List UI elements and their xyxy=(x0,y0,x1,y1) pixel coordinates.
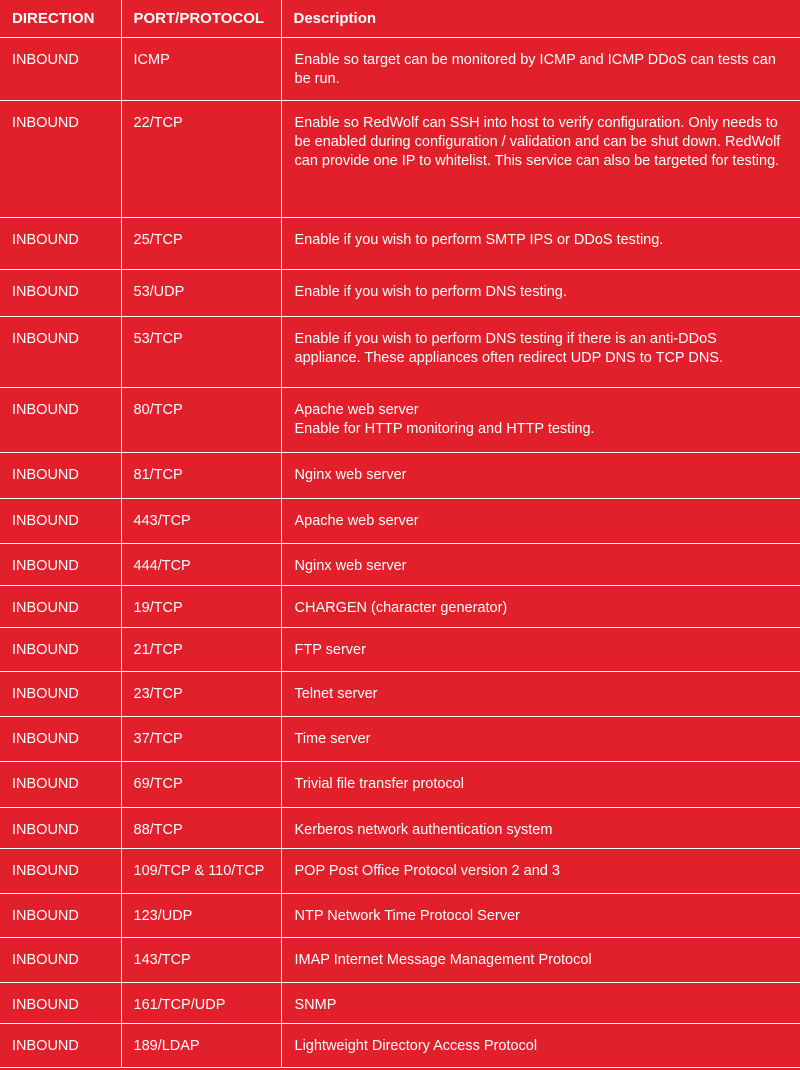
description-cell xyxy=(281,453,800,499)
description-cell xyxy=(281,849,800,894)
description-line: Time server xyxy=(294,731,371,747)
table-header xyxy=(0,0,800,38)
port-protocol-cell: 143/TCP xyxy=(121,938,281,983)
table-row xyxy=(0,101,800,218)
port-protocol-cell: 443/TCP xyxy=(121,499,281,544)
description-cell xyxy=(281,270,800,317)
description-line: CHARGEN (character generator) xyxy=(294,600,508,616)
port-protocol-cell: 23/TCP xyxy=(121,672,281,717)
table-row xyxy=(0,762,800,808)
description-line: Nginx web server xyxy=(294,558,407,574)
description-line: Kerberos network authentication system xyxy=(294,822,553,838)
table-row xyxy=(0,38,800,101)
table-row xyxy=(0,317,800,388)
description-line: NTP Network Time Protocol Server xyxy=(294,908,520,924)
header-row xyxy=(0,0,800,38)
description-cell xyxy=(281,544,800,586)
description-cell xyxy=(281,628,800,672)
port-protocol-cell: 80/TCP xyxy=(121,388,281,453)
description-cell xyxy=(281,388,800,453)
table-row xyxy=(0,270,800,317)
description-line: Nginx web server xyxy=(294,467,407,483)
table-row xyxy=(0,849,800,894)
description-line: SNMP xyxy=(294,997,337,1013)
table-row xyxy=(0,894,800,938)
direction-cell: INBOUND xyxy=(0,317,121,388)
direction-cell: INBOUND xyxy=(0,499,121,544)
port-protocol-cell: 123/UDP xyxy=(121,894,281,938)
table-row xyxy=(0,672,800,717)
description-cell xyxy=(281,218,800,270)
table-row xyxy=(0,1024,800,1068)
port-protocol-cell: 88/TCP xyxy=(121,808,281,849)
direction-cell: INBOUND xyxy=(0,938,121,983)
port-protocol-cell: 69/TCP xyxy=(121,762,281,808)
description-line: Lightweight Directory Access Protocol xyxy=(294,1038,538,1054)
table-row xyxy=(0,808,800,849)
description-line: POP Post Office Protocol version 2 and 3 xyxy=(294,863,560,879)
direction-cell: INBOUND xyxy=(0,101,121,218)
port-protocol-cell: 161/TCP/UDP xyxy=(121,983,281,1024)
table-row xyxy=(0,717,800,762)
description-line: Enable so RedWolf can SSH into host to verify configuration. Only needs to be enabled during configuration / validation and can be shut down. RedWolf can provide one IP to whitelist. This service can also be targeted for testing. xyxy=(294,115,781,169)
direction-cell: INBOUND xyxy=(0,38,121,101)
description-cell xyxy=(281,983,800,1024)
port-protocol-cell: 81/TCP xyxy=(121,453,281,499)
description-line: Apache web server xyxy=(294,402,419,418)
table-row xyxy=(0,586,800,628)
header-port-protocol: PORT/PROTOCOL xyxy=(121,0,281,38)
description-cell xyxy=(281,894,800,938)
description-cell xyxy=(281,672,800,717)
description-cell xyxy=(281,762,800,808)
description-line: Enable for HTTP monitoring and HTTP testing. xyxy=(294,421,595,437)
table-body xyxy=(0,38,800,1068)
table-row xyxy=(0,628,800,672)
description-cell xyxy=(281,1024,800,1068)
table-row xyxy=(0,388,800,453)
description-cell xyxy=(281,101,800,218)
direction-cell: INBOUND xyxy=(0,544,121,586)
description-cell xyxy=(281,808,800,849)
description-cell xyxy=(281,38,800,101)
port-protocol-cell: 19/TCP xyxy=(121,586,281,628)
direction-cell: INBOUND xyxy=(0,270,121,317)
description-line: FTP server xyxy=(294,642,366,658)
description-line: Enable so target can be monitored by ICMP and ICMP DDoS can tests can be run. xyxy=(294,52,776,87)
table-row xyxy=(0,544,800,586)
header-direction: DIRECTION xyxy=(0,0,121,38)
direction-cell: INBOUND xyxy=(0,453,121,499)
port-protocol-cell: 22/TCP xyxy=(121,101,281,218)
direction-cell: INBOUND xyxy=(0,808,121,849)
port-protocol-cell: ICMP xyxy=(121,38,281,101)
direction-cell: INBOUND xyxy=(0,586,121,628)
direction-cell: INBOUND xyxy=(0,388,121,453)
port-protocol-cell: 109/TCP & 110/TCP xyxy=(121,849,281,894)
description-cell xyxy=(281,499,800,544)
description-line: Enable if you wish to perform SMTP IPS or DDoS testing. xyxy=(294,232,664,248)
description-line: Apache web server xyxy=(294,513,419,529)
description-line: Enable if you wish to perform DNS testing. xyxy=(294,284,567,300)
direction-cell: INBOUND xyxy=(0,762,121,808)
direction-cell: INBOUND xyxy=(0,894,121,938)
port-protocol-cell: 25/TCP xyxy=(121,218,281,270)
direction-cell: INBOUND xyxy=(0,849,121,894)
description-line: IMAP Internet Message Management Protocol xyxy=(294,952,592,968)
port-protocol-cell: 444/TCP xyxy=(121,544,281,586)
description-line: Enable if you wish to perform DNS testing if there is an anti-DDoS appliance. These appliances often redirect UDP DNS to TCP DNS. xyxy=(294,331,724,366)
description-cell xyxy=(281,586,800,628)
table-row xyxy=(0,983,800,1024)
description-cell xyxy=(281,317,800,388)
direction-cell: INBOUND xyxy=(0,218,121,270)
description-line: Telnet server xyxy=(294,686,378,702)
direction-cell: INBOUND xyxy=(0,1024,121,1068)
table-row xyxy=(0,499,800,544)
port-protocol-cell: 37/TCP xyxy=(121,717,281,762)
description-cell xyxy=(281,717,800,762)
description-cell xyxy=(281,938,800,983)
header-description: Description xyxy=(281,0,800,38)
direction-cell: INBOUND xyxy=(0,983,121,1024)
port-protocol-cell: 53/UDP xyxy=(121,270,281,317)
direction-cell: INBOUND xyxy=(0,717,121,762)
direction-cell: INBOUND xyxy=(0,628,121,672)
port-protocol-cell: 189/LDAP xyxy=(121,1024,281,1068)
port-protocol-cell: 53/TCP xyxy=(121,317,281,388)
direction-cell: INBOUND xyxy=(0,672,121,717)
port-protocol-cell: 21/TCP xyxy=(121,628,281,672)
table-row xyxy=(0,218,800,270)
table-row xyxy=(0,938,800,983)
description-line: Trivial file transfer protocol xyxy=(294,776,464,792)
table-row xyxy=(0,453,800,499)
